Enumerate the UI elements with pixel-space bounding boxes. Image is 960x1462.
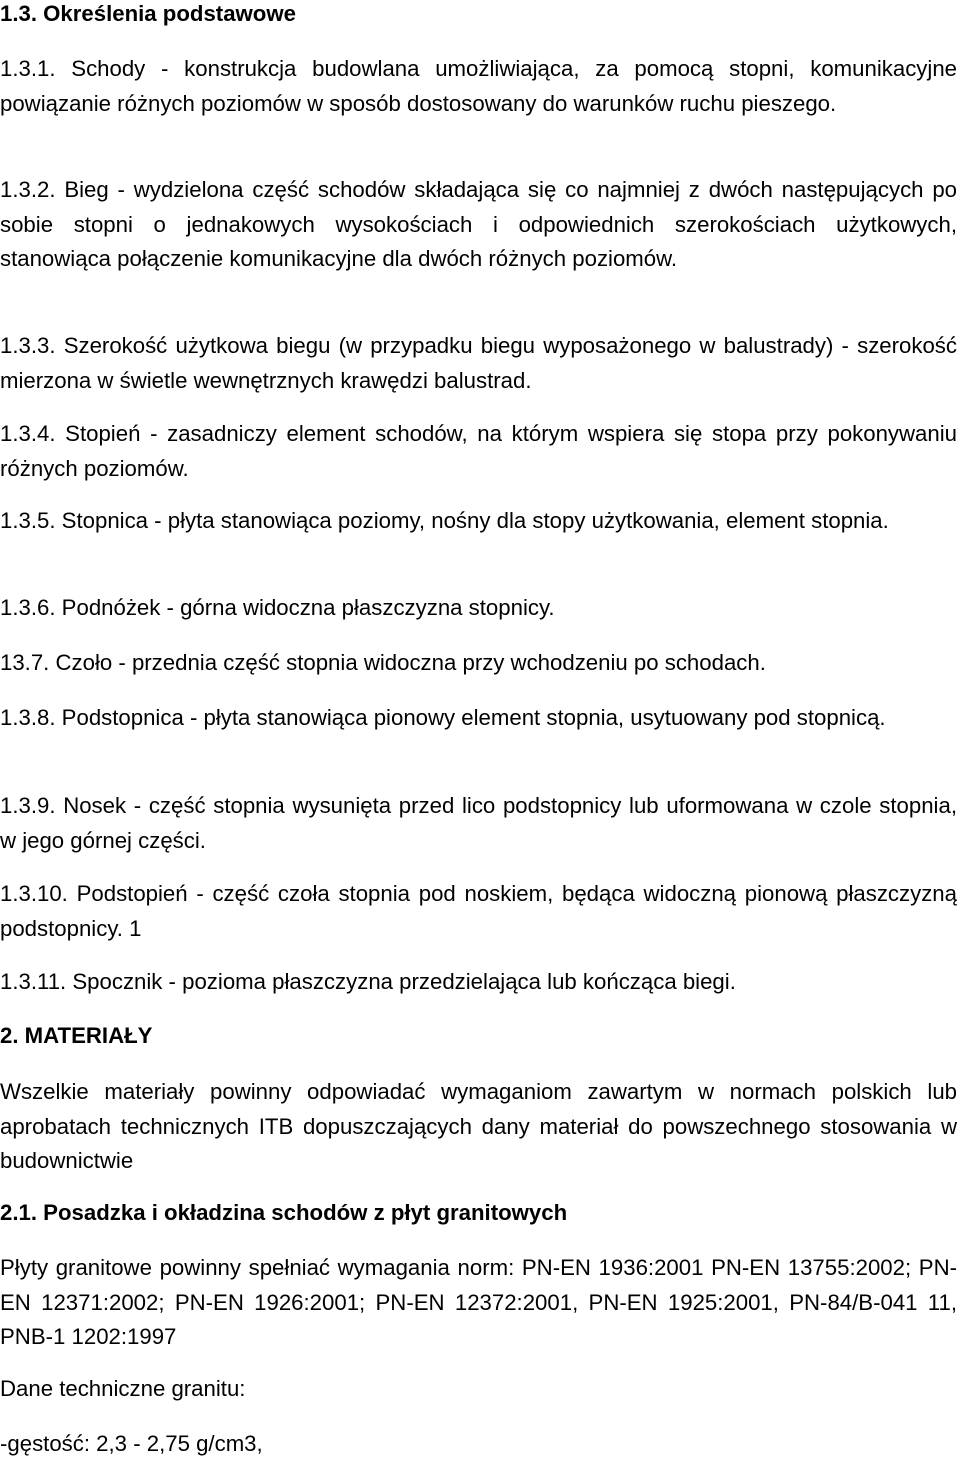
definition-text: 1.3.11. Spocznik - pozioma płaszczyzna przedzielająca lub kończąca biegi. xyxy=(0,969,736,994)
materials-heading: 2. MATERIAŁY xyxy=(0,1023,153,1048)
definition-text: 1.3.10. Podstopień - część czoła stopnia pod noskiem, będąca widoczną pionową płaszczyzną podstopnicy. 1 xyxy=(0,881,957,941)
definition-text: 1.3.2. Bieg - wydzielona część schodów składająca się co najmniej z dwóch następujących po sobie stopni o jednakowych wysokościach i odpowiednich szerokościach użytkowych, stanowiąca połączenie komunikacyjne dla dwóch różnych poziomów. xyxy=(0,177,957,271)
definition-text: 1.3.6. Podnóżek - górna widoczna płaszczyzna stopnicy. xyxy=(0,595,555,620)
definition-1-3-7 xyxy=(0,646,957,681)
granite-norms-block xyxy=(0,1251,957,1355)
section-heading: 1.3. Określenia podstawowe xyxy=(0,1,296,26)
granite-heading-block xyxy=(0,1196,957,1231)
definition-text: 1.3.3. Szerokość użytkowa biegu (w przypadku biegu wyposażonego w balustrady) - szerokość mierzona w świetle wewnętrznych krawędzi balustrad. xyxy=(0,333,957,393)
definition-1-3-10 xyxy=(0,877,957,946)
definition-1-3-9 xyxy=(0,789,957,858)
materials-heading-block xyxy=(0,1019,957,1054)
materials-paragraph: Wszelkie materiały powinny odpowiadać wymaganiom zawartym w normach polskich lub aprobatach technicznych ITB dopuszczających dany materiał do powszechnego stosowania w budownictwie xyxy=(0,1079,957,1173)
definition-1-3-11 xyxy=(0,965,957,1000)
materials-paragraph-block xyxy=(0,1075,957,1179)
definition-1-3-6 xyxy=(0,591,957,626)
definition-text: 1.3.8. Podstopnica - płyta stanowiąca pionowy element stopnia, usytuowany pod stopnicą. xyxy=(0,705,886,730)
definition-text: 1.3.5. Stopnica - płyta stanowiąca poziomy, nośny dla stopy użytkowania, element stopnia. xyxy=(0,508,889,533)
definition-text: 13.7. Czoło - przednia część stopnia widoczna przy wchodzeniu po schodach. xyxy=(0,650,766,675)
definition-text: 1.3.4. Stopień - zasadniczy element schodów, na którym wspiera się stopa przy pokonywaniu różnych poziomów. xyxy=(0,421,957,481)
section-1-3-block xyxy=(0,0,957,32)
granite-norms-paragraph: Płyty granitowe powinny spełniać wymagania norm: PN-EN 1936:2001 PN-EN 13755:2002; PN-EN 12371:2002; PN-EN 1926:2001; PN-EN 12372:2001, PN-EN 1925:2001, PN-84/B-041 11, PNB-1 1202:1997 xyxy=(0,1255,957,1349)
tech-data-block xyxy=(0,1372,957,1407)
density-block xyxy=(0,1427,957,1462)
density-line: -gęstość: 2,3 - 2,75 g/cm3, xyxy=(0,1431,263,1456)
definition-1-3-3 xyxy=(0,329,957,398)
tech-data-label: Dane techniczne granitu: xyxy=(0,1376,246,1401)
definition-1-3-2 xyxy=(0,173,957,277)
definition-1-3-5 xyxy=(0,504,957,539)
granite-heading: 2.1. Posadzka i okładzina schodów z płyt granitowych xyxy=(0,1200,568,1225)
definition-1-3-1 xyxy=(0,52,957,121)
definition-text: 1.3.9. Nosek - część stopnia wysunięta przed lico podstopnicy lub uformowana w czole stopnia, w jego górnej części. xyxy=(0,793,957,853)
definition-text: 1.3.1. Schody - konstrukcja budowlana umożliwiająca, za pomocą stopni, komunikacyjne powiązanie różnych poziomów w sposób dostosowany do warunków ruchu pieszego. xyxy=(0,56,957,116)
definition-1-3-8 xyxy=(0,701,957,736)
definition-1-3-4 xyxy=(0,417,957,486)
